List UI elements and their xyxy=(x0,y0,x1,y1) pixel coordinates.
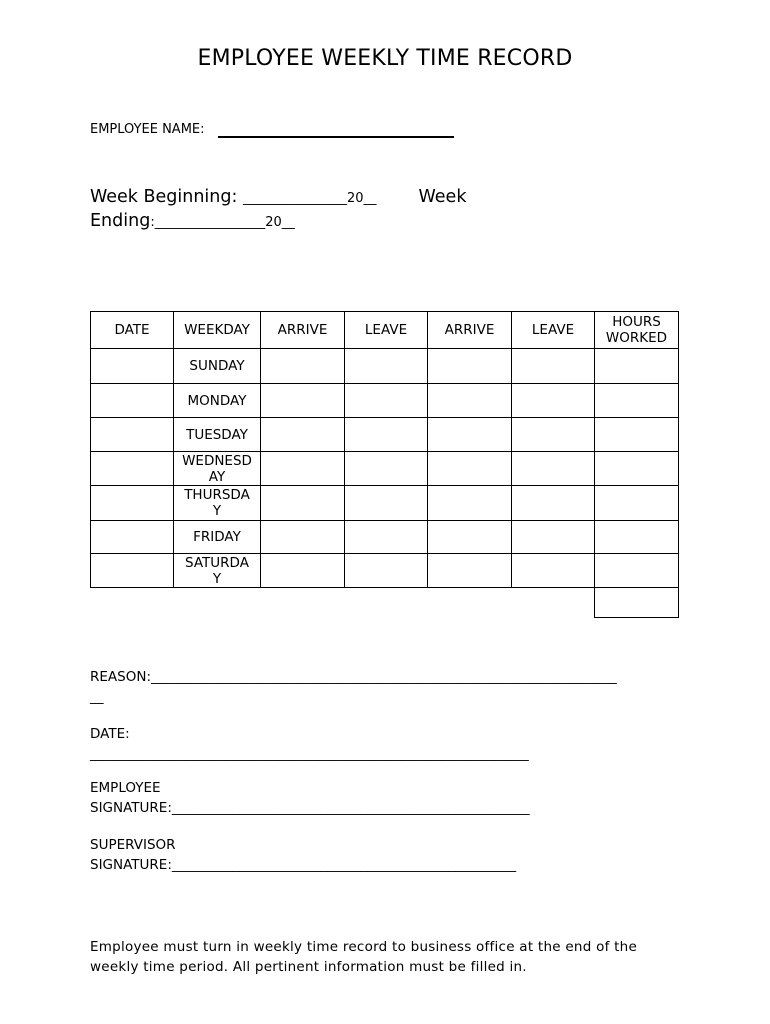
arrive-cell[interactable] xyxy=(428,452,512,486)
table-row xyxy=(91,384,679,418)
arrive-cell[interactable] xyxy=(261,349,345,384)
employee-signature-line: _____________________________________________________ xyxy=(171,800,530,816)
leave-cell[interactable] xyxy=(512,486,595,521)
weekday-label: SUNDAY xyxy=(189,358,245,374)
reason-label: REASON: xyxy=(90,669,151,685)
hours-worked-cell[interactable] xyxy=(595,486,679,521)
leave-cell[interactable] xyxy=(345,418,428,452)
hours-worked-cell[interactable] xyxy=(595,521,679,554)
reason-line: _____________________________________________________________________ xyxy=(151,669,617,685)
header-arrive: ARRIVE xyxy=(428,312,512,349)
employee-name-field[interactable] xyxy=(218,136,454,138)
date-cell[interactable] xyxy=(91,384,174,418)
leave-cell[interactable] xyxy=(512,521,595,554)
leave-cell[interactable] xyxy=(345,486,428,521)
leave-cell[interactable] xyxy=(512,418,595,452)
week-beginning-label: Week Beginning: xyxy=(90,187,243,207)
header-hours-worked-line2: WORKED xyxy=(605,330,668,346)
header-leave: LEAVE xyxy=(512,312,595,349)
date-cell[interactable] xyxy=(91,452,174,486)
table-row xyxy=(91,418,679,452)
week-beginning-field[interactable]: ________________ xyxy=(242,191,347,206)
header-date: DATE xyxy=(91,312,174,349)
hours-worked-cell[interactable] xyxy=(595,452,679,486)
leave-cell[interactable] xyxy=(512,452,595,486)
arrive-cell[interactable] xyxy=(261,521,345,554)
weekday-cell xyxy=(174,418,261,452)
employee-name-label: EMPLOYEE NAME: xyxy=(90,122,205,137)
hours-worked-cell[interactable] xyxy=(595,418,679,452)
date-field[interactable] xyxy=(90,724,529,764)
weekday-label-line1: WEDNESD xyxy=(182,452,252,469)
weekday-cell xyxy=(174,554,261,588)
leave-cell[interactable] xyxy=(512,349,595,384)
week-beginning-row xyxy=(90,187,466,207)
arrive-cell[interactable] xyxy=(428,418,512,452)
hours-worked-cell[interactable] xyxy=(595,384,679,418)
week-ending-year: 20__ xyxy=(265,215,295,230)
hours-worked-cell[interactable] xyxy=(595,554,679,588)
leave-cell[interactable] xyxy=(345,554,428,588)
week-ending-field[interactable]: _________________ xyxy=(154,215,266,230)
weekday-cell xyxy=(174,349,261,384)
header-arrive: ARRIVE xyxy=(261,312,345,349)
arrive-cell[interactable] xyxy=(428,349,512,384)
date-cell[interactable] xyxy=(91,486,174,521)
weekday-label-line2: Y xyxy=(212,503,222,519)
leave-cell[interactable] xyxy=(345,452,428,486)
weekday-label-line2: AY xyxy=(208,468,226,485)
header-weekday: WEEKDAY xyxy=(174,312,261,349)
hours-worked-cell[interactable] xyxy=(595,349,679,384)
weekday-label: FRIDAY xyxy=(193,529,241,545)
table-row xyxy=(91,554,679,588)
total-row xyxy=(91,588,679,618)
leave-cell[interactable] xyxy=(345,384,428,418)
arrive-cell[interactable] xyxy=(261,418,345,452)
reason-field[interactable] xyxy=(90,667,617,707)
leave-cell[interactable] xyxy=(512,384,595,418)
employee-signature-field[interactable] xyxy=(90,778,530,818)
arrive-cell[interactable] xyxy=(428,486,512,521)
weekday-cell xyxy=(174,521,261,554)
leave-cell[interactable] xyxy=(345,349,428,384)
reason-line-continued: __ xyxy=(90,689,104,705)
date-cell[interactable] xyxy=(91,349,174,384)
date-cell[interactable] xyxy=(91,521,174,554)
supervisor-signature-label-line1: SUPERVISOR xyxy=(90,837,176,853)
table-row xyxy=(91,452,679,486)
supervisor-signature-field[interactable] xyxy=(90,835,516,875)
arrive-cell[interactable] xyxy=(261,452,345,486)
total-hours-cell[interactable] xyxy=(595,588,679,618)
table-row xyxy=(91,349,679,384)
week-ending-colon: : xyxy=(150,215,155,230)
date-cell[interactable] xyxy=(91,554,174,588)
week-ending-label-part2: Ending xyxy=(90,211,151,231)
arrive-cell[interactable] xyxy=(261,384,345,418)
weekday-cell xyxy=(174,486,261,521)
weekday-label-line1: THURSDA xyxy=(184,487,250,503)
weekday-cell xyxy=(174,452,261,486)
employee-signature-label-line1: EMPLOYEE xyxy=(90,780,161,796)
arrive-cell[interactable] xyxy=(428,554,512,588)
weekday-label-line1: SATURDA xyxy=(185,554,249,571)
table-row xyxy=(91,486,679,521)
header-hours-worked xyxy=(595,312,679,349)
arrive-cell[interactable] xyxy=(261,486,345,521)
weekday-label: MONDAY xyxy=(187,392,247,409)
arrive-cell[interactable] xyxy=(428,384,512,418)
document-title: EMPLOYEE WEEKLY TIME RECORD xyxy=(197,46,573,71)
weekday-label-line2: Y xyxy=(212,570,222,587)
weekday-label: TUESDAY xyxy=(186,426,248,443)
arrive-cell[interactable] xyxy=(261,554,345,588)
leave-cell[interactable] xyxy=(345,521,428,554)
date-line: _________________________________________________________________ xyxy=(90,746,529,762)
header-leave: LEAVE xyxy=(345,312,428,349)
date-label: DATE: xyxy=(90,726,130,742)
header-hours-worked-line1: HOURS xyxy=(612,314,661,330)
week-ending-label-part1: Week xyxy=(418,187,467,207)
leave-cell[interactable] xyxy=(512,554,595,588)
week-ending-row xyxy=(90,211,295,231)
week-beginning-year: 20__ xyxy=(346,191,377,206)
supervisor-signature-line: ___________________________________________________ xyxy=(171,857,517,873)
footer-note xyxy=(90,937,637,977)
employee-signature-label-line2: SIGNATURE: xyxy=(90,800,172,816)
footer-note-line2: weekly time period. All pertinent information must be filled in. xyxy=(90,959,527,975)
time-record-table xyxy=(90,311,679,618)
footer-note-line1: Employee must turn in weekly time record to business office at the end of the xyxy=(90,939,638,955)
arrive-cell[interactable] xyxy=(428,521,512,554)
supervisor-signature-label-line2: SIGNATURE: xyxy=(90,857,172,873)
table-row xyxy=(91,521,679,554)
weekday-cell xyxy=(174,384,261,418)
table-header-row xyxy=(91,312,679,349)
date-cell[interactable] xyxy=(91,418,174,452)
